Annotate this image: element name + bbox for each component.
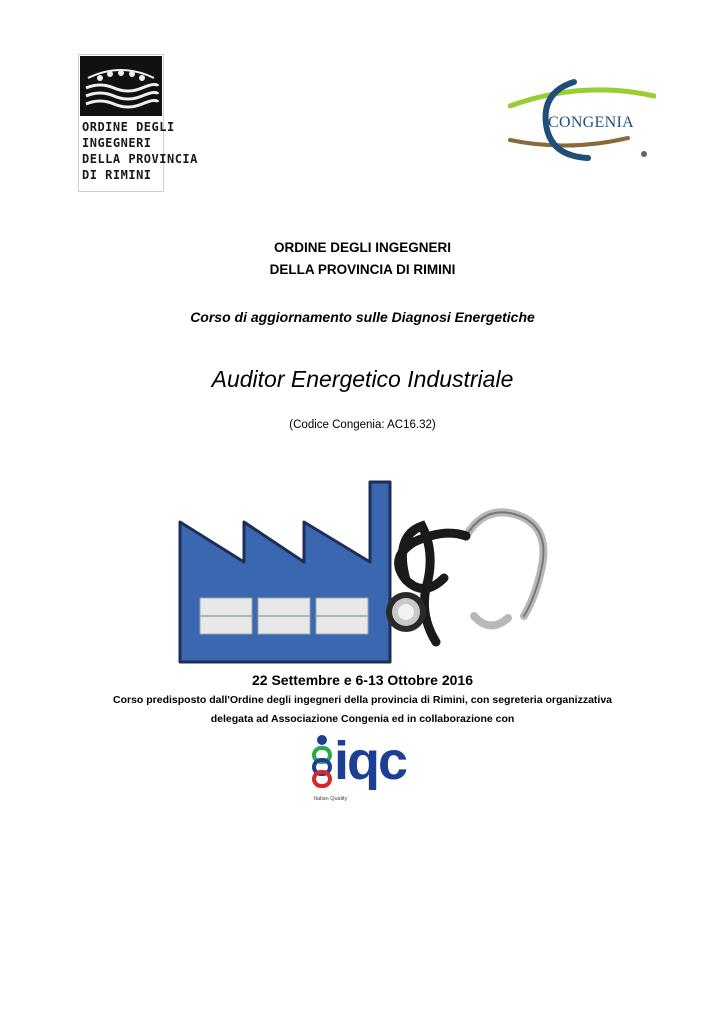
page-title: Auditor Energetico Industriale — [211, 366, 514, 392]
factory-icon — [180, 482, 390, 662]
congenia-logo-text: CONGENIA — [548, 114, 634, 131]
event-description-line2: delegata ad Associazione Congenia ed in collaborazione con — [210, 713, 515, 725]
iqc-tagline: Italian Quality — [314, 796, 348, 802]
org-name-line2: DELLA PROVINCIA DI RIMINI — [269, 262, 456, 277]
org-name-line1: ORDINE DEGLI INGEGNERI — [273, 240, 452, 255]
stethoscope-icon — [386, 512, 543, 642]
iqc-logo-text: iqc — [334, 731, 407, 791]
congenia-logo — [508, 78, 656, 168]
event-dates: 22 Settembre e 6-13 Ottobre 2016 — [252, 672, 473, 688]
iqc-logo — [308, 731, 412, 810]
ordine-emblem-icon — [80, 56, 162, 116]
factory-stethoscope-illustration — [174, 466, 552, 666]
course-subtitle: Corso di aggiornamento sulle Diagnosi Energetiche — [190, 309, 535, 325]
ordine-ingegneri-logo — [78, 54, 198, 192]
event-description-line1: Corso predisposto dall'Ordine degli ingegneri della provincia di Rimini, con segreteria organizzativa — [112, 694, 613, 706]
course-code: (Codice Congenia: AC16.32) — [289, 419, 436, 431]
ordine-logo-text: ORDINE DEGLI INGEGNERI DELLA PROVINCIA DI RIMINI — [82, 120, 198, 182]
